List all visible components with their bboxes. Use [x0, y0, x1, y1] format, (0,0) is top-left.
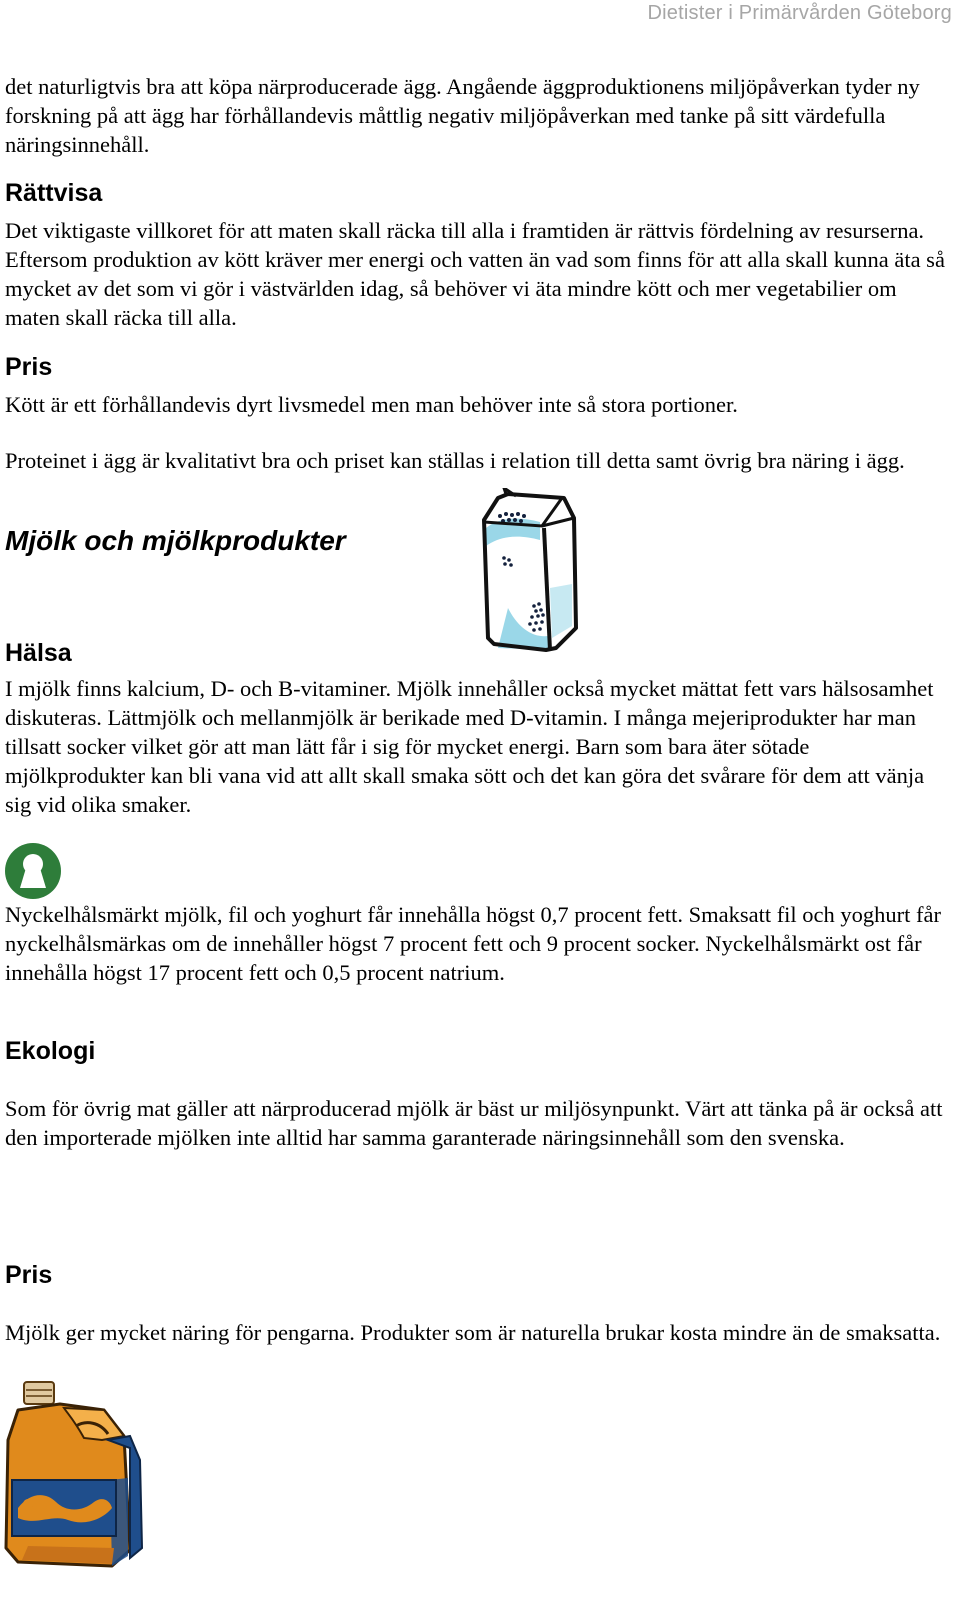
- halsa-paragraph: I mjölk finns kalcium, D- och B-vitaminer. Mjölk innehåller också mycket mättat fett vars hälsosamhet diskuteras. Lättmjölk och mellanmjölk är berikade med D-vitamin. I många mejeriprodukter har man tillsatt socker vilket gör att man lätt får i sig för mycket energi. Barn som bara äter sötade mjölkprodukter kan bli vana vid att allt skall smaka sött och det kan göra det svårare för dem att vänja sig vid olika smaker.: [5, 676, 934, 817]
- milk-carton-icon: [478, 488, 584, 656]
- heading-pris-1: Pris: [5, 353, 53, 381]
- keyhole-symbol-icon: [4, 842, 62, 900]
- intro-paragraph: det naturligtvis bra att köpa närproducerade ägg. Angående äggproduktionens miljöpåverkan tyder ny forskning på att ägg har förhållandevis måttlig negativ miljöpåverkan med tanke på sitt värdefulla näringsinnehåll.: [5, 74, 920, 157]
- heading-pris-2: Pris: [5, 1261, 53, 1289]
- pris-paragraph-2: Proteinet i ägg är kvalitativt bra och priset kan ställas i relation till detta samt övrig bra näring i ägg.: [5, 448, 905, 473]
- nyckelhal-paragraph: Nyckelhålsmärkt mjölk, fil och yoghurt får innehålla högst 0,7 procent fett. Smaksatt fil och yoghurt får nyckelhålsmärkas om de innehåller högst 7 procent fett och 9 procent socker. Nyckelhålsmärkt ost får innehålla högst 17 procent fett och 0,5 procent natrium.: [5, 902, 942, 985]
- pris-paragraph-3: Mjölk ger mycket näring för pengarna. Produkter som är naturella brukar kosta mindre än de smaksatta.: [5, 1320, 941, 1345]
- heading-halsa: Hälsa: [5, 639, 72, 667]
- pris-paragraph-1: Kött är ett förhållandevis dyrt livsmedel men man behöver inte så stora portioner.: [5, 392, 738, 417]
- rattvisa-paragraph: Det viktigaste villkoret för att maten skall räcka till alla i framtiden är rättvis fördelning av resurserna. Eftersom produktion av kött kräver mer energi och vatten än vad som finns för att alla skall kunna äta så mycket av det som vi gör i västvärlden idag, så behöver vi äta mindre kött och mer vegetabilier om maten skall räcka till alla.: [5, 218, 945, 330]
- ekologi-paragraph: Som för övrig mat gäller att närproducerad mjölk är bäst ur miljösynpunkt. Värt att tänka på är också att den importerade mjölken inte alltid har samma garanterade näringsinnehåll som den svenska.: [5, 1096, 943, 1150]
- running-header: Dietister i Primärvården Göteborg: [647, 2, 952, 24]
- heading-rattvisa: Rättvisa: [5, 179, 103, 207]
- section-heading-mjolk: Mjölk och mjölkprodukter: [5, 525, 346, 556]
- milk-jug-icon: [4, 1380, 144, 1570]
- heading-ekologi: Ekologi: [5, 1037, 96, 1065]
